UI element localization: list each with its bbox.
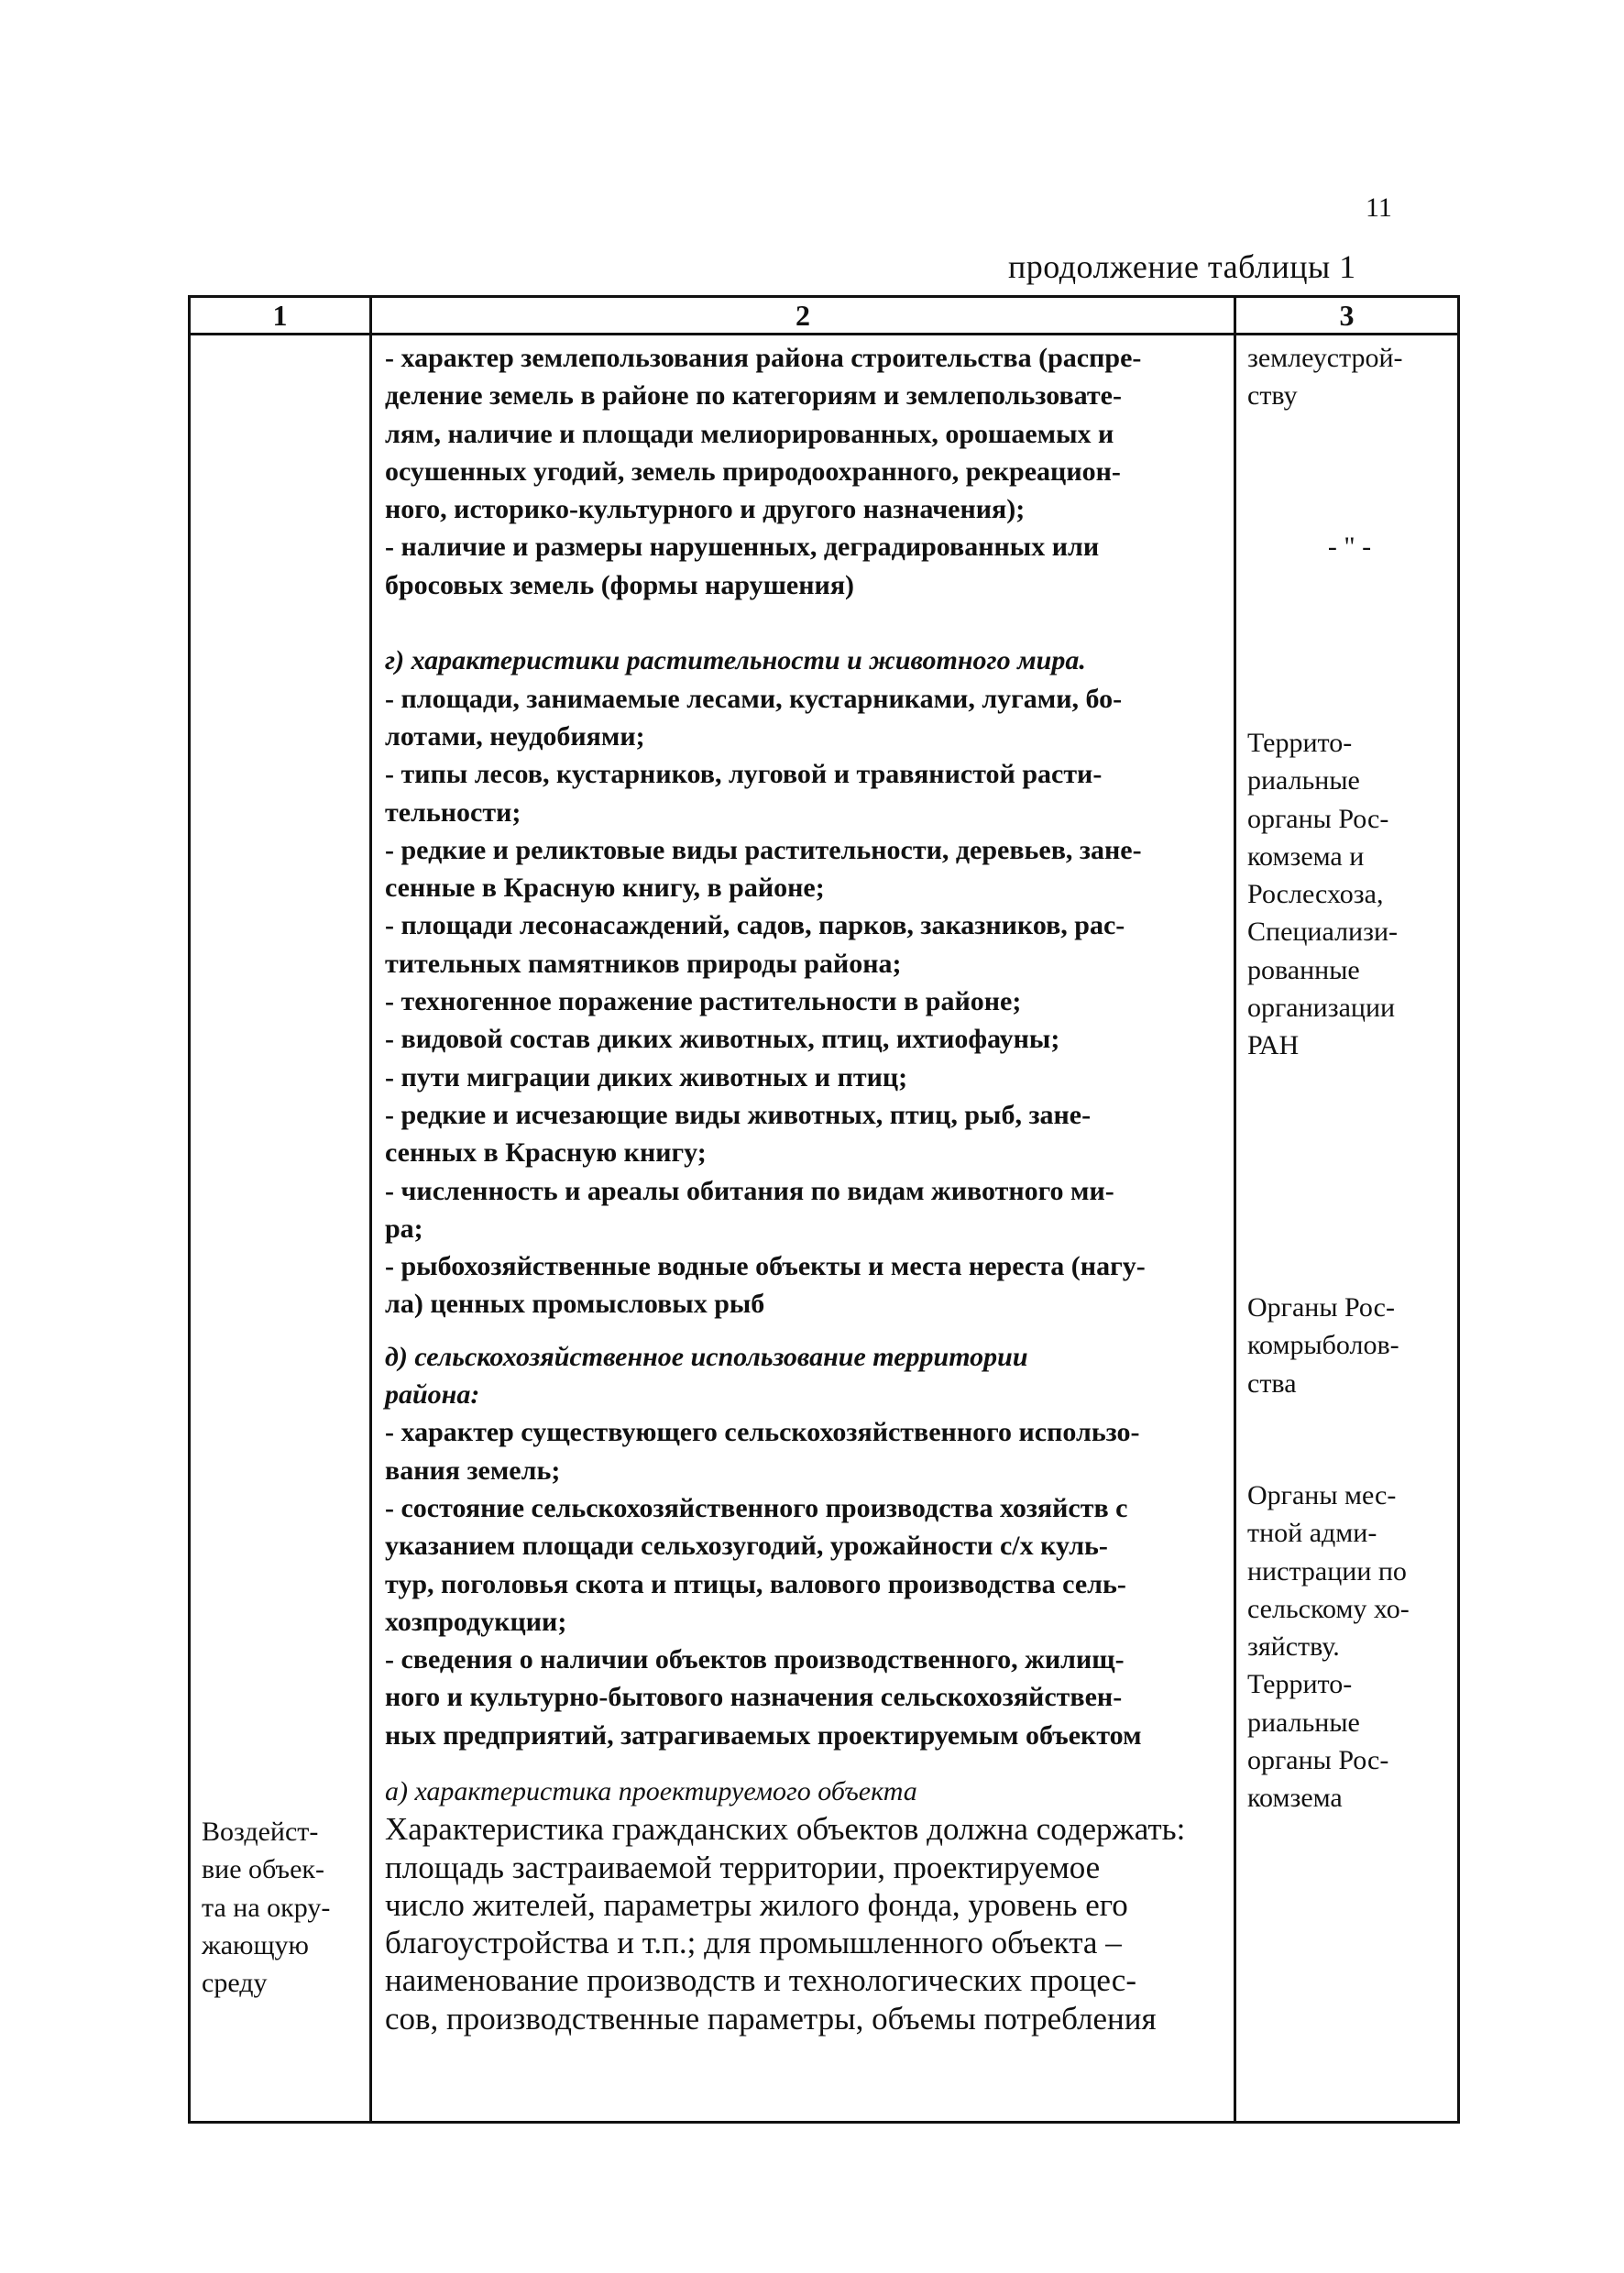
text-line: осушенных угодий, земель природоохранного, рекреацион-	[385, 456, 1121, 487]
source-local-admin: Органы мес- тной адми- нистрации по сельскому хо- зяйству. Террито- риальные органы Рос- комзема	[1247, 1480, 1410, 1814]
column-1-cell	[190, 335, 371, 2123]
text-line: ного и культурно-бытового назначения сельскохозяйствен-	[385, 1682, 1123, 1713]
text-line: бросовых земель (формы нарушения)	[385, 569, 855, 600]
column-3-cell	[1235, 335, 1459, 2123]
text-line: тур, поголовья скота и птицы, валового производства сель-	[385, 1568, 1126, 1599]
text-line: - редкие и исчезающие виды животных, птиц, рыб, зане-	[385, 1099, 1092, 1130]
text-line: - характер существующего сельскохозяйственного использо-	[385, 1417, 1140, 1448]
section-a-title: а) характеристика проектируемого объекта	[385, 1775, 917, 1806]
source-fishery: Органы Рос- комрыболов- ства	[1247, 1292, 1399, 1399]
agriculture-block	[385, 1413, 1224, 1754]
section-g-title: г) характеристики растительности и животного мира.	[385, 645, 1086, 676]
text-line: ра;	[385, 1213, 423, 1244]
text-line: - типы лесов, кустарников, луговой и травянистой расти-	[385, 759, 1103, 790]
impact-label: Воздейст- вие объек- та на окру- жающую среду	[202, 1817, 331, 1999]
data-table	[188, 295, 1460, 2124]
text-line: ного, историко-культурного и другого назначения);	[385, 494, 1026, 525]
table-body-row	[190, 335, 1459, 2123]
column-2-cell	[371, 335, 1235, 2123]
text-line: вания земель;	[385, 1455, 561, 1486]
source-land-management: землеустрой- ству	[1247, 343, 1403, 412]
page-number: 11	[1366, 192, 1392, 223]
text-line: - численность и ареалы обитания по видам животного ми-	[385, 1175, 1114, 1206]
table-header-row	[190, 297, 1459, 335]
flora-fauna-block	[385, 680, 1224, 1323]
text-line: указанием площади сельхозугодий, урожайности с/х куль-	[385, 1531, 1108, 1562]
text-line: хозпродукции;	[385, 1606, 567, 1637]
table-caption: продолжение таблицы 1	[1008, 248, 1356, 285]
text-line: ла) ценных промысловых рыб	[385, 1289, 765, 1320]
text-line: - редкие и реликтовые виды растительности, деревьев, зане-	[385, 834, 1142, 865]
text-line: тительных памятников природы района;	[385, 948, 902, 979]
text-line: благоустройства и т.п.; для промышленного объекта –	[385, 1925, 1122, 1961]
text-line: лотами, неудобиями;	[385, 720, 645, 752]
text-line: - состояние сельскохозяйственного производства хозяйств с	[385, 1492, 1128, 1523]
section-d-title-line-2: района:	[385, 1379, 480, 1411]
text-line: - площади лесонасаждений, садов, парков, заказников, рас-	[385, 910, 1125, 941]
text-line: - площади, занимаемые лесами, кустарниками, лугами, бо-	[385, 683, 1123, 714]
header-cell-1: 1	[190, 297, 371, 335]
text-line: - пути миграции диких животных и птиц;	[385, 1061, 908, 1093]
land-use-block	[385, 339, 1224, 604]
text-line: - сведения о наличии объектов производственного, жилищ-	[385, 1644, 1125, 1675]
text-line: - характер землепользования района строительства (распре-	[385, 343, 1142, 373]
text-line: число жителей, параметры жилого фонда, уровень его	[385, 1886, 1128, 1923]
text-line: тельности;	[385, 796, 521, 828]
header-cell-2: 2	[371, 297, 1235, 335]
project-object-block	[385, 1810, 1224, 2037]
text-line: Характеристика гражданских объектов должна содержать:	[385, 1811, 1186, 1848]
text-line: деление земель в районе по категориям и землепользовате-	[385, 380, 1122, 412]
header-cell-3: 3	[1235, 297, 1459, 335]
text-line: - видовой состав диких животных, птиц, ихтиофауны;	[385, 1024, 1060, 1055]
text-line: сов, производственные параметры, объемы потребления	[385, 2000, 1157, 2037]
text-line: - техногенное поражение растительности в районе;	[385, 986, 1022, 1017]
text-line: наименование производств и технологических процес-	[385, 1962, 1136, 1999]
text-line: ных предприятий, затрагиваемых проектируемым объектом	[385, 1719, 1142, 1751]
section-d-title-line-1: д) сельскохозяйственное использование территории	[385, 1341, 1028, 1372]
text-line: сенные в Красную книгу, в районе;	[385, 873, 825, 904]
text-line: - наличие и размеры нарушенных, деградированных или	[385, 532, 1100, 563]
text-line: сенных в Красную книгу;	[385, 1137, 707, 1169]
text-line: - рыбохозяйственные водные объекты и места нереста (нагу-	[385, 1251, 1146, 1282]
text-line: площадь застраиваемой территории, проектируемое	[385, 1849, 1101, 1885]
source-roskomzem: Террито- риальные органы Рос- комзема и Рослесхоза, Специализи- рованные организации РАН	[1247, 728, 1398, 1061]
ditto-mark: - " -	[1327, 532, 1372, 562]
text-line: лям, наличие и площади мелиорированных, орошаемых и	[385, 418, 1114, 449]
